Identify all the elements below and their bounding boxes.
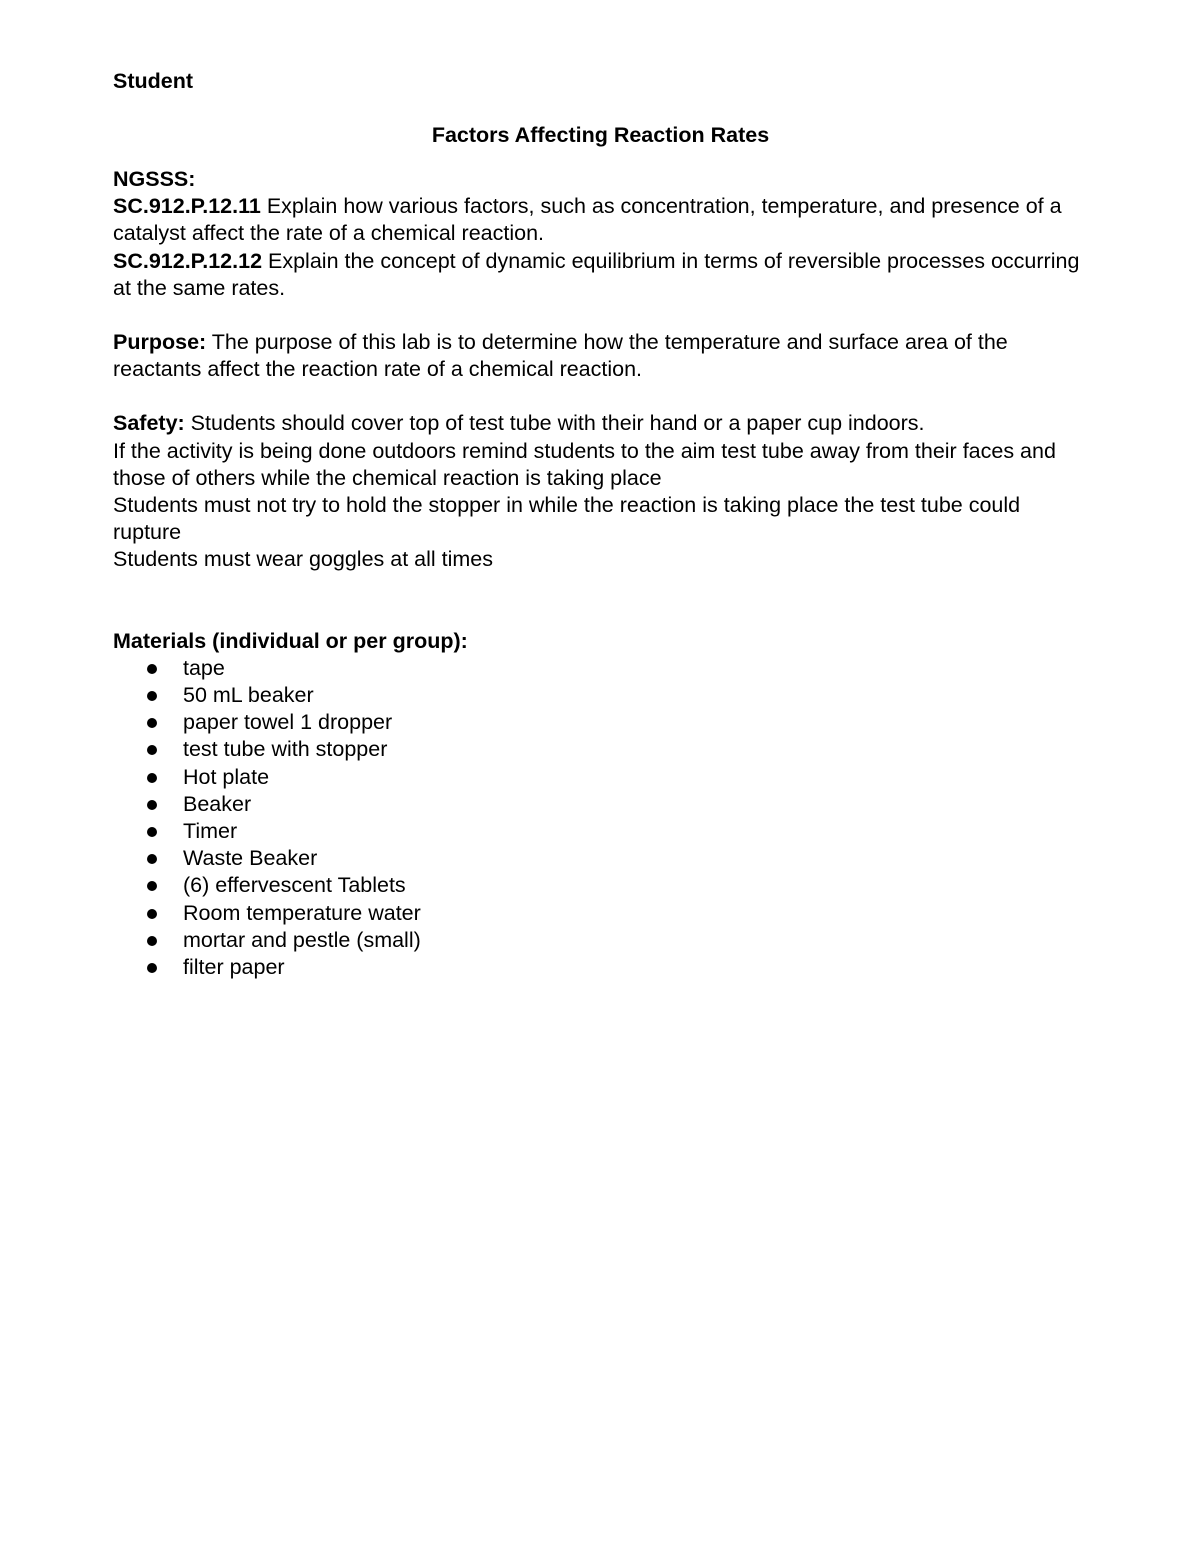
- bullet-icon: [147, 745, 157, 755]
- material-label: tape: [183, 655, 225, 680]
- list-item: [113, 736, 1088, 763]
- list-item: [113, 764, 1088, 791]
- bullet-icon: [147, 800, 157, 810]
- material-label: Hot plate: [183, 764, 270, 789]
- ngsss-heading: NGSSS:: [113, 167, 196, 191]
- document-title: Factors Affecting Reaction Rates: [431, 123, 770, 147]
- bullet-icon: [147, 691, 157, 701]
- paragraph-spacer: [113, 383, 1088, 410]
- bullet-icon: [147, 909, 157, 919]
- list-item: [113, 655, 1088, 682]
- list-item: [113, 791, 1088, 818]
- bullet-icon: [147, 881, 157, 891]
- paragraph-spacer: [113, 574, 1088, 628]
- safety-paragraph: [113, 410, 1088, 437]
- safety-line: If the activity is being done outdoors remind students to the aim test tube away from their faces and those of others while the chemical reaction is taking place: [113, 438, 1056, 490]
- list-item: [113, 845, 1088, 872]
- paragraph-spacer: [113, 302, 1088, 329]
- student-label: Student: [113, 69, 194, 93]
- list-item: [113, 682, 1088, 709]
- safety-label: Safety:: [113, 411, 185, 436]
- material-label: Beaker: [183, 791, 252, 816]
- standard-code: SC.912.P.12.12: [113, 248, 263, 273]
- list-item: [113, 872, 1088, 899]
- standard-description: Explain the concept of dynamic equilibrium in terms of reversible processes occurring at the same rates.: [113, 248, 1080, 300]
- safety-text: Students should cover top of test tube with their hand or a paper cup indoors.: [184, 411, 925, 436]
- material-label: filter paper: [183, 954, 285, 979]
- material-label: mortar and pestle (small): [183, 927, 421, 952]
- material-label: test tube with stopper: [183, 737, 388, 762]
- purpose-label: Purpose:: [113, 330, 207, 355]
- materials-heading: Materials (individual or per group):: [113, 628, 468, 653]
- purpose-paragraph: [113, 329, 1088, 383]
- material-label: 50 mL beaker: [183, 683, 314, 708]
- standard-item: [113, 248, 1088, 302]
- bullet-icon: [147, 827, 157, 837]
- standard-item: [113, 193, 1088, 247]
- bullet-icon: [147, 773, 157, 783]
- bullet-icon: [147, 664, 157, 674]
- material-label: Room temperature water: [183, 900, 421, 925]
- bullet-icon: [147, 936, 157, 946]
- bullet-icon: [147, 854, 157, 864]
- standard-description: Explain how various factors, such as concentration, temperature, and presence of a catalyst affect the rate of a chemical reaction.: [113, 194, 1062, 246]
- material-label: Waste Beaker: [183, 846, 318, 871]
- material-label: paper towel 1 dropper: [183, 710, 393, 735]
- bullet-icon: [147, 718, 157, 728]
- material-label: (6) effervescent Tablets: [183, 873, 406, 898]
- purpose-text: The purpose of this lab is to determine how the temperature and surface area of the reactants affect the reaction rate of a chemical reaction.: [113, 330, 1008, 382]
- list-item: [113, 709, 1088, 736]
- list-item: [113, 900, 1088, 927]
- document-page: [113, 68, 1088, 981]
- bullet-icon: [147, 963, 157, 973]
- safety-line: Students must wear goggles at all times: [113, 547, 494, 572]
- list-item: [113, 954, 1088, 981]
- list-item: [113, 818, 1088, 845]
- list-item: [113, 927, 1088, 954]
- materials-list: [113, 655, 1088, 981]
- standard-code: SC.912.P.12.11: [113, 194, 261, 219]
- safety-line: Students must not try to hold the stopper in while the reaction is taking place the test tube could rupture: [113, 493, 1021, 545]
- material-label: Timer: [183, 818, 238, 843]
